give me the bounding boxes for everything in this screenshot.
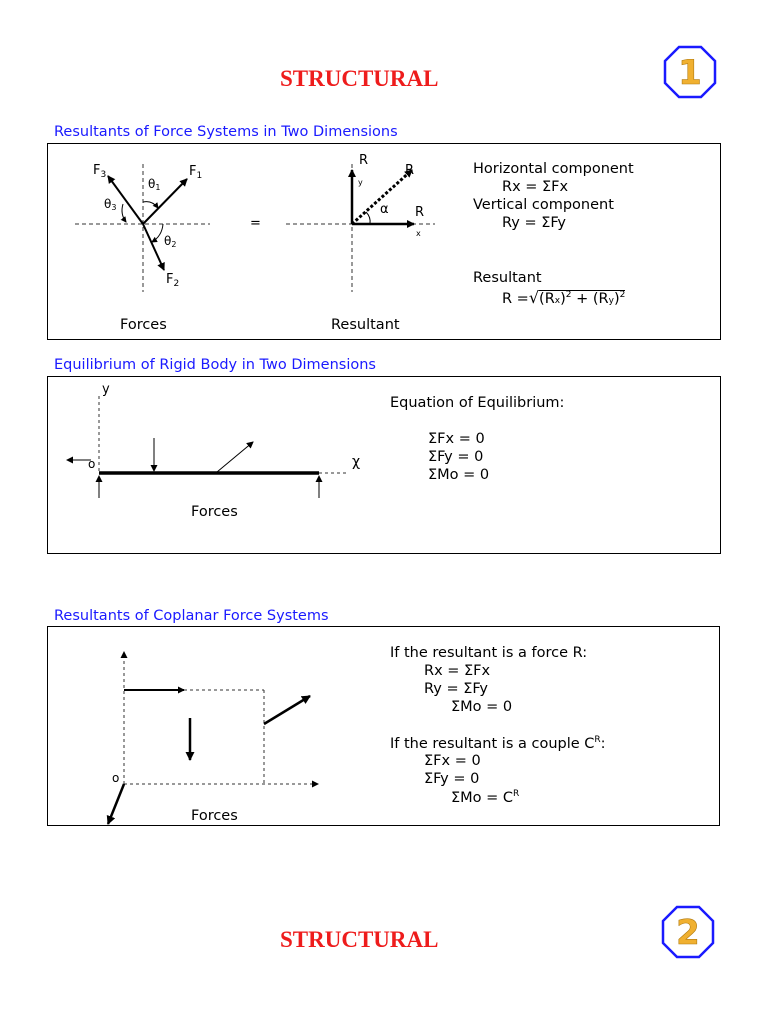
right-angled-force-arrow [264, 696, 310, 724]
coplanar-force-diagram [100, 640, 340, 830]
vertical-component-label: Vertical component [473, 197, 614, 213]
theta2-label: θ2 [164, 234, 177, 249]
force-resultant-title: If the resultant is a force R: [390, 645, 588, 661]
couple-fx: ΣFx = 0 [424, 753, 481, 769]
equals-sign: = [250, 216, 261, 231]
ry-sub: y [358, 178, 363, 187]
rx-equation: Rx = ΣFx [502, 179, 569, 195]
badge-2-icon [662, 906, 714, 958]
couple-resultant-title: If the resultant is a couple $C^R$: [390, 735, 606, 752]
page-title-bottom: STRUCTURAL [280, 927, 439, 952]
section2-heading: Equilibrium of Rigid Body in Two Dimensions [54, 357, 376, 373]
force-f2-arrow [143, 224, 164, 270]
couple-fy: ΣFy = 0 [424, 771, 480, 787]
equilibrium-mo: ΣMo = 0 [428, 467, 490, 483]
ry-equation: Ry = ΣFy [502, 215, 566, 231]
section2-forces-label: Forces [191, 504, 238, 520]
f3-label: $F_3$ [93, 163, 107, 180]
page-title: STRUCTURAL [280, 66, 439, 91]
couple-mo: $\Sigma Mo = C^R$ [451, 789, 520, 806]
alpha-label: α [380, 202, 389, 217]
origin-label: o [88, 457, 96, 471]
rx-label: R [415, 205, 425, 220]
f2-label: $F_2$ [166, 272, 180, 289]
axis-x-label: χ [352, 454, 361, 470]
coplanar-mo: ΣMo = 0 [451, 699, 513, 715]
badge-2-digit: 2 [676, 913, 700, 953]
coplanar-rx: Rx = ΣFx [424, 663, 491, 679]
rx-sub: x [416, 229, 421, 238]
section3-heading: Resultants of Coplanar Force Systems [54, 608, 329, 624]
coplanar-ry: Ry = ΣFy [424, 681, 488, 697]
force-system-diagram [60, 150, 440, 310]
bottom-left-force-arrow [108, 784, 124, 824]
resultant-equation: $R =√(Rx)^2 + (Ry)^2$ [502, 288, 626, 307]
r-diag-label: R [405, 163, 415, 178]
section1-resultant-label: Resultant [331, 317, 400, 333]
origin-label-3: o [112, 771, 120, 785]
resultant-label: Resultant [473, 270, 542, 286]
horizontal-component-label: Horizontal component [473, 161, 634, 177]
angled-force-arrow [217, 442, 253, 472]
badge-1-icon [664, 46, 716, 98]
theta1-label: θ1 [148, 177, 161, 192]
section1-forces-label: Forces [120, 317, 167, 333]
badge-1-digit: 1 [678, 53, 702, 93]
section3-forces-label: Forces [191, 808, 238, 824]
ry-label: R [359, 153, 369, 168]
theta3-label: θ3 [104, 197, 117, 212]
equilibrium-title: Equation of Equilibrium: [390, 395, 565, 411]
section1-heading: Resultants of Force Systems in Two Dimensions [54, 124, 398, 140]
rigid-body-diagram [55, 378, 375, 518]
equilibrium-fy: ΣFy = 0 [428, 449, 484, 465]
f1-label: $F_1$ [189, 164, 203, 181]
force-f3-arrow [108, 176, 143, 224]
equilibrium-fx: ΣFx = 0 [428, 431, 485, 447]
axis-y-label: y [102, 382, 110, 397]
